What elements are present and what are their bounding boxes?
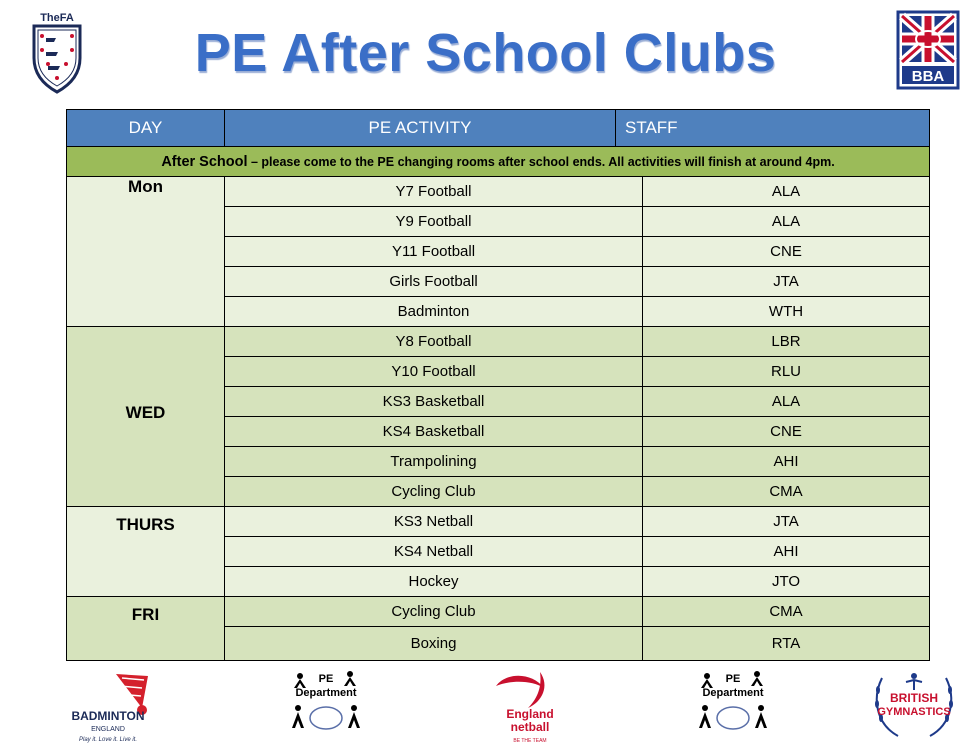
pe-line2: Department xyxy=(295,687,357,699)
staff-cell: AHI xyxy=(643,537,930,567)
staff-cell: LBR xyxy=(643,327,930,357)
activity-cell: Hockey xyxy=(225,567,643,597)
pe-line1: PE xyxy=(318,673,334,685)
table-row xyxy=(67,507,930,537)
staff-cell: ALA xyxy=(643,177,930,207)
netball-swoosh-icon xyxy=(486,668,568,746)
table-row xyxy=(67,327,930,357)
gymnast-laurel-icon xyxy=(868,668,960,744)
table-header-row xyxy=(67,110,930,147)
activity-cell: Y7 Football xyxy=(225,177,643,207)
netball-line1: England xyxy=(506,707,554,721)
clubs-table xyxy=(66,109,930,661)
activity-cell: Y10 Football xyxy=(225,357,643,387)
bba-logo-text: BBA xyxy=(911,68,945,85)
three-lions-crest-icon xyxy=(28,10,86,96)
header-day: DAY xyxy=(67,110,225,147)
activity-cell: Girls Football xyxy=(225,267,643,297)
day-cell-fri: FRI xyxy=(67,597,225,661)
activity-cell: Cycling Club xyxy=(225,597,643,627)
athletes-silhouette-icon xyxy=(693,668,773,738)
table-row xyxy=(67,177,930,207)
staff-cell: CNE xyxy=(643,237,930,267)
note-lead: After School xyxy=(161,153,248,170)
pe-line2: Department xyxy=(702,687,764,699)
day-cell-thurs: THURS xyxy=(67,507,225,597)
netball-line2: netball xyxy=(510,720,550,734)
athletes-silhouette-icon xyxy=(286,668,366,738)
staff-cell: WTH xyxy=(643,297,930,327)
staff-cell: JTA xyxy=(643,267,930,297)
staff-cell: ALA xyxy=(643,207,930,237)
table-row xyxy=(67,597,930,627)
shuttlecock-icon xyxy=(56,668,166,746)
page-title: PE After School Clubs xyxy=(194,23,777,83)
note-text: – please come to the PE changing rooms after school ends. All activities will finish at around 4pm. xyxy=(247,154,835,169)
activity-cell: Badminton xyxy=(225,297,643,327)
badminton-line1: BADMINTON xyxy=(71,709,145,723)
gymnastics-line1: BRITISH xyxy=(890,691,938,705)
note-row xyxy=(67,147,930,177)
activity-cell: Y11 Football xyxy=(225,237,643,267)
header-staff: STAFF xyxy=(625,118,678,137)
badminton-line2: ENGLAND xyxy=(91,726,125,733)
gymnastics-line2: GYMNASTICS xyxy=(877,706,951,718)
header-divider xyxy=(615,110,616,146)
staff-cell: CNE xyxy=(643,417,930,447)
activity-cell: Boxing xyxy=(225,627,643,661)
activity-cell: KS3 Basketball xyxy=(225,387,643,417)
staff-cell: CMA xyxy=(643,477,930,507)
staff-cell: ALA xyxy=(643,387,930,417)
activity-cell: KS4 Basketball xyxy=(225,417,643,447)
activity-cell: Cycling Club xyxy=(225,477,643,507)
activity-cell: Trampolining xyxy=(225,447,643,477)
activity-cell: KS4 Netball xyxy=(225,537,643,567)
staff-cell: CMA xyxy=(643,597,930,627)
activity-cell: Y8 Football xyxy=(225,327,643,357)
staff-cell: AHI xyxy=(643,447,930,477)
activity-cell: Y9 Football xyxy=(225,207,643,237)
note-cell xyxy=(67,147,930,177)
staff-cell: JTA xyxy=(643,507,930,537)
header-activity: PE ACTIVITY xyxy=(368,118,472,137)
day-cell-wed: WED xyxy=(67,327,225,507)
staff-cell: RTA xyxy=(643,627,930,661)
fa-logo-text: TheFA xyxy=(40,12,74,24)
activity-cell: KS3 Netball xyxy=(225,507,643,537)
union-jack-icon xyxy=(896,10,960,90)
day-cell-mon: Mon xyxy=(67,177,225,327)
staff-cell: RLU xyxy=(643,357,930,387)
header-activity-staff xyxy=(225,110,930,147)
badminton-tagline: Play it. Love it. Live it. xyxy=(78,737,138,743)
pe-line1: PE xyxy=(725,673,741,685)
netball-tagline: BE THE TEAM xyxy=(513,738,547,744)
staff-cell: JTO xyxy=(643,567,930,597)
